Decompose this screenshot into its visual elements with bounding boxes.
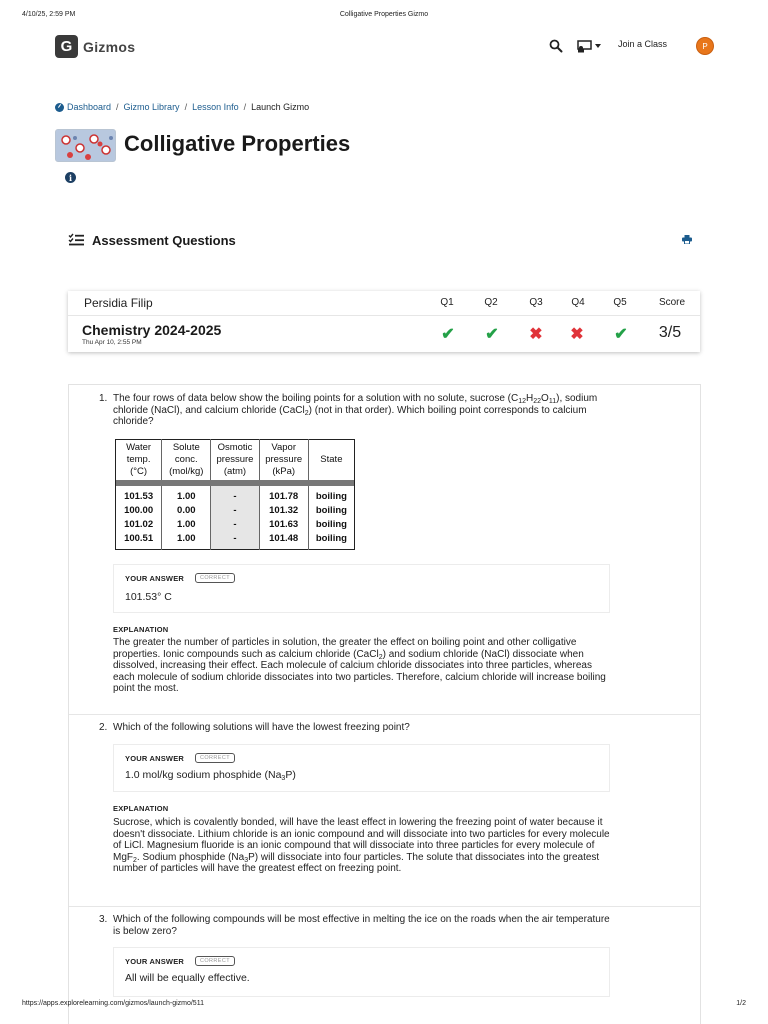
col-header-score: Score: [658, 297, 686, 308]
answer-box: [113, 947, 610, 997]
print-date: 4/10/25, 2:59 PM: [22, 11, 76, 18]
col-header-q1: Q1: [440, 297, 454, 308]
table-cell: 1.00: [162, 532, 211, 550]
class-switch-icon[interactable]: [577, 39, 603, 53]
print-header: [22, 11, 746, 23]
your-answer-label: YOUR ANSWER: [125, 957, 185, 966]
subscript: 12: [518, 398, 527, 405]
table-cell: 101.78: [259, 486, 308, 504]
table-header-row: [116, 440, 355, 480]
lesson-thumbnail-image: [56, 130, 116, 162]
checkmark-icon: ✔: [614, 326, 628, 343]
your-answer-label: YOUR ANSWER: [125, 754, 185, 763]
correct-badge: CORRECT: [195, 573, 235, 583]
correct-badge: CORRECT: [195, 956, 235, 966]
info-icon[interactable]: i: [65, 172, 76, 183]
question-text: Which of the following solutions will have the lowest freezing point?: [113, 722, 410, 733]
question-text-part: H: [526, 393, 534, 404]
score-card-header: [68, 291, 700, 316]
total-score: 3/5: [658, 324, 682, 341]
subscript: 3: [244, 856, 249, 864]
table-cell: 101.02: [116, 518, 162, 532]
your-answer-label: YOUR ANSWER: [125, 574, 185, 583]
questions-panel: [68, 384, 701, 1024]
table-row: [116, 518, 355, 532]
score-card: [68, 291, 700, 352]
print-icon[interactable]: [682, 235, 692, 244]
table-cell: -: [211, 486, 259, 504]
subscript: 2: [378, 653, 383, 661]
table-cell: 101.32: [259, 504, 308, 518]
table-cell: 101.63: [259, 518, 308, 532]
table-row: [116, 504, 355, 518]
gizmos-logo-icon: G: [55, 35, 78, 58]
lesson-thumbnail: [55, 129, 116, 162]
table-cell: boiling: [315, 505, 347, 516]
explanation-text: [113, 817, 613, 875]
question-number: 3.: [99, 914, 108, 925]
explanation-text-part: . Sodium phosphide (Na: [136, 851, 245, 863]
table-header-solute-conc: Solute conc. (mol/kg): [162, 440, 211, 480]
question-1: [69, 385, 700, 715]
table-cell: boiling: [315, 532, 347, 544]
table-cell: -: [211, 532, 259, 550]
class-name: Chemistry 2024-2025: [82, 322, 222, 338]
answer-value: 101.53° C: [125, 591, 172, 603]
checklist-icon: [68, 233, 84, 246]
breadcrumb-separator: /: [116, 102, 119, 112]
answer-text-part: 1.0 mol/kg sodium phosphide (Na: [125, 769, 282, 781]
question-number: 2.: [99, 722, 108, 733]
answer-box: [113, 564, 610, 613]
breadcrumb-gizmo-library[interactable]: Gizmo Library: [123, 102, 180, 112]
chevron-down-icon: [595, 44, 601, 48]
question-text-part: ) (not in that order). Which boiling point corresponds to calcium chloride?: [113, 404, 587, 427]
breadcrumb-dashboard[interactable]: Dashboard: [67, 102, 112, 112]
x-mark-icon: ✖: [529, 326, 543, 343]
col-header-q2: Q2: [484, 297, 498, 308]
print-url: https://apps.explorelearning.com/gizmos/launch-gizmo/511: [22, 1000, 204, 1007]
table-cell: boiling: [315, 491, 347, 502]
table-row: [116, 486, 355, 504]
assessment-title: Assessment Questions: [92, 233, 236, 248]
page-title: Colligative Properties: [124, 131, 351, 156]
boiling-point-table: [115, 439, 355, 550]
checkmark-icon: ✔: [441, 326, 455, 343]
breadcrumb-separator: /: [243, 102, 247, 112]
top-nav: [55, 34, 714, 60]
table-cell: -: [211, 504, 259, 518]
question-text-part: O: [541, 393, 549, 404]
correct-badge: CORRECT: [195, 753, 235, 763]
table-row: [116, 532, 355, 550]
print-footer: [22, 1000, 746, 1010]
explanation-label: EXPLANATION: [113, 804, 169, 813]
subscript: 2: [133, 856, 137, 864]
explanation-text-part: The greater the number of particles in solution, the greater the effect on boiling point and other colligative properties. Ionic compounds such as calcium chloride (CaCl: [113, 637, 577, 660]
subscript: 22: [533, 398, 542, 405]
table-cell: 0.00: [162, 504, 211, 518]
assessment-header: [68, 232, 700, 248]
subscript: 2: [304, 409, 309, 417]
answer-value: [125, 769, 296, 781]
user-avatar[interactable]: P: [696, 37, 714, 55]
answer-box: [113, 744, 610, 792]
student-name: Persidia Filip: [84, 296, 153, 310]
answer-value: All will be equally effective.: [125, 972, 250, 984]
question-text: Which of the following compounds will be most effective in melting the ice on the roads when the air temperature is below zero?: [113, 914, 610, 937]
submission-date: Thu Apr 10, 2:55 PM: [82, 339, 142, 346]
search-icon[interactable]: [549, 39, 563, 53]
dashboard-icon: [55, 103, 64, 112]
table-header-osmotic-pressure: Osmotic pressure (atm): [211, 440, 259, 480]
question-number: 1.: [99, 393, 108, 404]
table-header-state: State: [320, 453, 343, 465]
breadcrumb-separator: /: [184, 102, 188, 112]
question-text: [113, 393, 613, 428]
question-2: [69, 715, 700, 906]
question-text-part: ), sodium chloride (NaCl), and calcium chloride (CaCl: [113, 393, 598, 416]
table-header-water-temp: Water temp. (°C): [116, 440, 162, 480]
table-cell: boiling: [315, 519, 347, 530]
gizmos-logo-text: Gizmos: [83, 38, 136, 55]
checkmark-icon: ✔: [485, 326, 499, 343]
col-header-q5: Q5: [613, 297, 627, 308]
answer-text-part: P): [285, 769, 296, 781]
x-mark-icon: ✖: [570, 326, 584, 343]
gizmos-logo[interactable]: [55, 35, 135, 58]
table-cell: 1.00: [162, 486, 211, 504]
explanation-text-part: ) and sodium chloride (NaCl) dissociate when dissolved, increasing their effect. Each molecule of calcium chloride dissociates into three particles, whereas each molecule of sodium chloride dissociates into two particles. Therefore, calcium chloride will increase boiling point the most.: [113, 648, 606, 694]
table-header-vapor-pressure: Vapor pressure (kPa): [259, 440, 308, 480]
breadcrumb-launch-gizmo: Launch Gizmo: [251, 102, 310, 112]
explanation-text-part: P) will dissociate into four particles. The solute that dissociates into the greatest number of particles will have the greatest effect on freezing point.: [113, 851, 600, 874]
explanation-text: [113, 637, 613, 695]
explanation-text-part: Sucrose, which is covalently bonded, will have the least effect in lowering the freezing point of water because it doesn't dissociate. Lithium chloride is an ionic compound and will dissociate into two particles for every molecule of LiCl. Magnesium fluoride is an ionic compound that will dissociate into three particles for every molecule of MgF: [113, 817, 610, 863]
question-text-part: The four rows of data below show the boiling points for a solution with no solute, sucrose (C: [113, 393, 519, 404]
table-cell: 101.53: [116, 486, 162, 504]
join-class-link[interactable]: Join a Class: [618, 39, 668, 49]
breadcrumb: [55, 102, 309, 112]
table-cell: 100.51: [116, 532, 162, 550]
subscript: 11: [548, 398, 557, 405]
col-header-q3: Q3: [529, 297, 543, 308]
print-page-number: 1/2: [736, 1000, 746, 1007]
breadcrumb-lesson-info[interactable]: Lesson Info: [192, 102, 239, 112]
print-doc-title: Colligative Properties Gizmo: [339, 11, 429, 18]
table-cell: 1.00: [162, 518, 211, 532]
table-cell: 101.48: [259, 532, 308, 550]
subscript: 3: [281, 775, 286, 782]
explanation-label: EXPLANATION: [113, 625, 169, 634]
table-cell: 100.00: [116, 504, 162, 518]
table-cell: -: [211, 518, 259, 532]
col-header-q4: Q4: [571, 297, 585, 308]
